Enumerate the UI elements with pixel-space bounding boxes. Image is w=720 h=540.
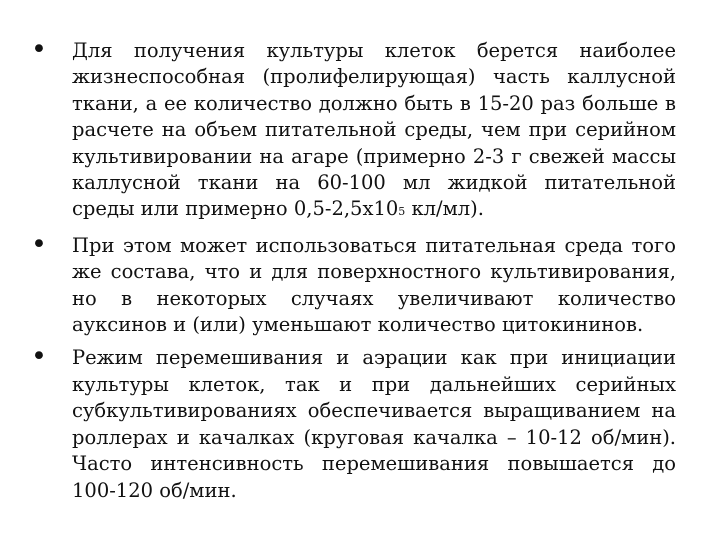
bullet-item-2 (28, 228, 676, 339)
exponent: 5 (398, 205, 406, 219)
bullet-text-1-tail: кл/мл). (405, 197, 484, 221)
bullet-text-1-main: Для получения культуры клеток берется наиболее жизнеспособная (пролифелирующая) часть каллусной ткани, а ее количество должно быть в 15-20 раз больше в расчете на объем питательной среды, чем при серийном культивировании на агаре (примерно 2-3 г свежей массы каллусной ткани на 60-100 мл жидкой питательной среды или примерно 0,5-2,5х10 (72, 39, 676, 221)
bullet-item-3 (28, 341, 676, 503)
bullet-text-2: При этом может использоваться питательная среда того же состава, что и для поверхностного культивирования, но в некоторых случаях увеличивают количество ауксинов и (или) уменьшают количество цитокининов. (72, 233, 676, 337)
bullet-marker: • (31, 228, 47, 260)
bullet-item-1 (28, 34, 676, 226)
bullet-list (28, 34, 676, 511)
bullet-text-3: Режим перемешивания и аэрации как при инициации культуры клеток, так и при дальнейших серийных субкультивированиях обеспечивается выращиванием на роллерах и качалках (круговая качалка – 10-12 об/мин). Часто интенсивность перемешивания повышается до 100-120 об/мин. (72, 346, 676, 502)
bullet-marker: • (31, 34, 47, 65)
bullet-marker: • (31, 341, 47, 373)
bullet-text-1 (72, 39, 676, 220)
